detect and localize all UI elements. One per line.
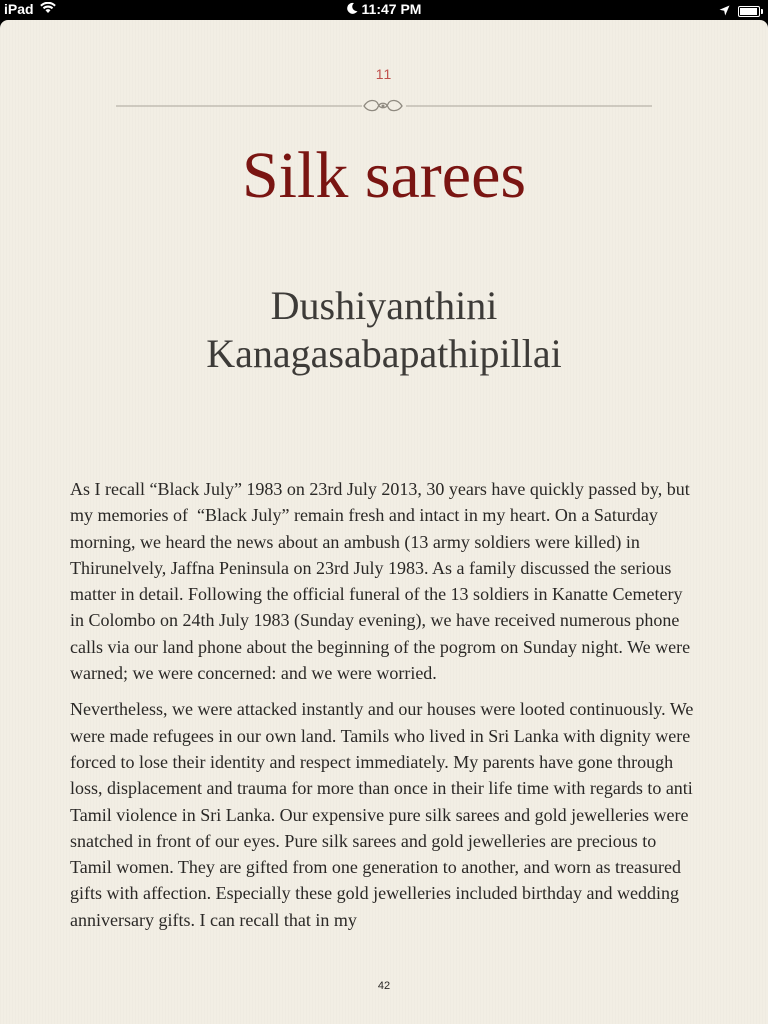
- chapter-number: 11: [375, 66, 393, 82]
- status-center: [0, 1, 768, 17]
- battery-fill: [740, 8, 757, 15]
- paragraph: Nevertheless, we were attacked instantly and our houses were looted continuously. We were made refugees in our own land. Tamils who lived in Sri Lanka with dignity were forced to lose their identity and respect immediately. My parents have gone through loss, displacement and trauma for more than once in their life time with regards to anti Tamil violence in Sri Lanka. Our expensive pure silk sarees and gold jewelleries were snatched in front of our eyes. Pure silk sarees and gold jewelleries are precious to Tamil women. They are gifted from one generation to another, and worn as treasured gifts with affection. Especially these gold jewelleries included birthday and wedding anniversary gifts. I can recall that in my: [70, 699, 694, 930]
- author-name: [0, 282, 768, 378]
- clock-time: 11:47 PM: [361, 1, 422, 17]
- status-right: [719, 3, 760, 19]
- status-bar: [0, 0, 768, 20]
- device-name: iPad: [4, 1, 34, 17]
- ornament-divider-icon: [116, 96, 652, 116]
- author-name-line2: Kanagasabapathipillai: [206, 331, 562, 376]
- paragraph: As I recall “Black July” 1983 on 23rd July 2013, 30 years have quickly passed by, but my memories of “Black July” remain fresh and intact in my heart. On a Saturday morning, we heard the news about an ambush (13 army soldiers were killed) in Thirunelvely, Jaffna Peninsula on 23rd July 1983. As a family discussed the serious matter in detail. Following the official funeral of the 13 soldiers in Kanatte Cemetery in Colombo on 24th July 1983 (Sunday evening), we have received numerous phone calls via our land phone about the beginning of the pogrom on Sunday night. We were warned; we were concerned: and we were worried.: [70, 479, 691, 684]
- moon-icon: [347, 1, 358, 17]
- location-arrow-icon: [719, 3, 730, 19]
- book-page[interactable]: [0, 20, 768, 1024]
- battery-icon: [738, 6, 760, 17]
- body-text: [70, 476, 698, 943]
- author-name-line1: Dushiyanthini: [270, 283, 498, 328]
- page-number: 42: [377, 980, 391, 992]
- chapter-title: Silk sarees: [241, 139, 527, 212]
